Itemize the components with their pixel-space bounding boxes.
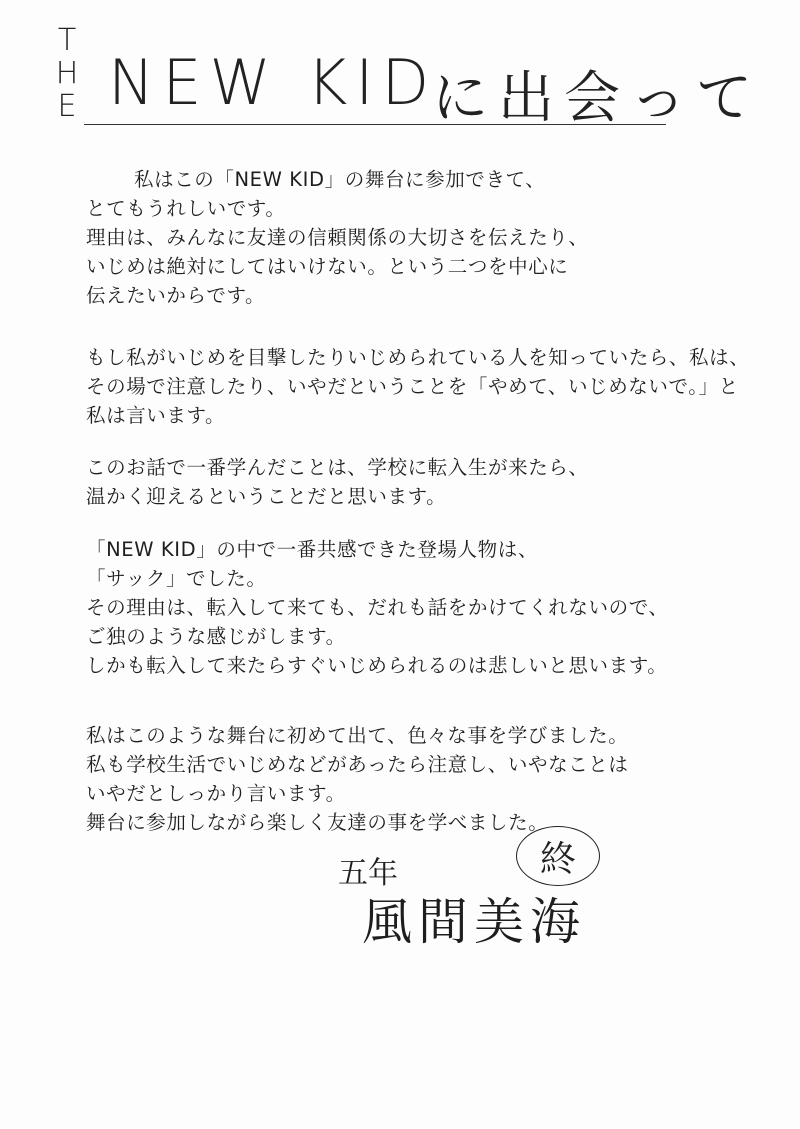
text-line: 私はこのような舞台に初めて出て、色々な事を学びました。 [86,724,629,747]
title-the-letter: H [55,56,79,91]
text-line: 私は言います。 [86,404,226,427]
text-line: その場で注意したり、いやだということを「やめて、いじめないで。」と [86,375,739,398]
text-line: 私も学校生活でいじめなどがあったら注意し、いやなことは [86,753,629,776]
text-line: 「サック」でした。 [86,567,267,590]
text-line: もし私がいじめを目撃したりいじめられている人を知っていたら、私は、 [86,346,750,369]
title-the-vertical [52,24,82,123]
text-line: ご独のような感じがします。 [86,625,346,648]
author-name: 風間美海 [362,893,586,951]
text-line: いじめは絶対にしてはいけない。という二つを中心に [86,255,569,278]
text-line: いやだとしっかり言います。 [86,782,346,805]
text-line: とてもうれしいです。 [86,197,286,220]
text-line: しかも転入して来たらすぐいじめられるのは悲しいと思います。 [86,654,668,677]
text-line: 理由は、みんなに友達の信頼関係の大切さを伝えたり、 [86,226,589,249]
title-the-letter: T [57,23,77,58]
title-subtitle: に出会って [432,66,762,131]
title-the-letter: E [57,89,77,124]
paragraph-3 [86,453,766,511]
text-line: その理由は、転入して来ても、だれも話をかけてくれないので、 [86,596,669,619]
text-line: 舞台に参加しながら楽しく友達の事を学べました。 [86,811,549,834]
author-grade: 五年 [338,856,398,891]
text-line: 伝えたいからです。 [86,284,266,307]
title-main: NEW KID [108,46,438,119]
paragraph-2 [86,343,766,430]
text-line: 「NEW KID」の中で一番共感できた登場人物は、 [86,538,538,561]
paragraph-5 [86,721,766,837]
text-line: 温かく迎えるということだと思います。 [86,485,447,508]
completion-stamp: 終 [516,826,600,886]
text-line: 私はこの「NEW KID」の舞台に参加できて、 [134,168,546,191]
text-line: このお話で一番学んだことは、学校に転入生が来たら、 [86,456,589,479]
title-underline [84,124,666,125]
paragraph-1 [86,165,766,310]
paragraph-4 [86,535,766,680]
